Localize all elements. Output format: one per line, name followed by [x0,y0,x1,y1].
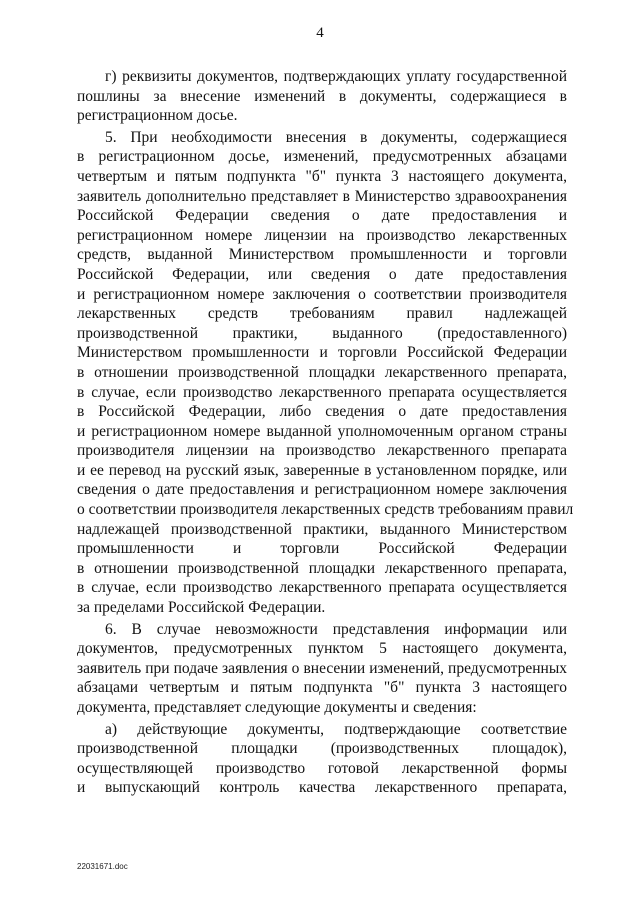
text-line: и регистрационном номере выданной уполномоченным органом страны [77,422,567,440]
text-line: регистрационном номере лицензии на производство лекарственных [77,226,567,244]
text-line: надлежащей производственной практики, выданного Министерством [77,520,567,538]
text-line: сведения о дате предоставления и регистрационном номере заключения [77,481,567,499]
text-line: пошлины за внесение изменений в документы, содержащиеся в [77,87,567,105]
text-line: четвертым и пятым подпункта "б" пункта 3 настоящего документа, [77,167,567,185]
text-line: 5. При необходимости внесения в документы, содержащиеся [105,128,567,146]
page-number: 4 [316,25,324,41]
text-line: производственной площадки (производственных площадок), [77,740,567,758]
text-line: осуществляющей производство готовой лекарственной формы [77,759,567,777]
text-line: а) действующие документы, подтверждающие соответствие [105,720,567,738]
text-line: регистрационном досье. [77,107,238,125]
text-line: Российской Федерации, или сведения о дате предоставления [77,265,567,283]
text-line: в Российской Федерации, либо сведения о дате предоставления [77,403,567,421]
paragraph [77,128,574,618]
text-line: и ее перевод на русский язык, заверенные в установленном порядке, или [77,461,567,479]
text-line: о соответствии производителя лекарственных средств требованиям правил [77,501,574,519]
text-line: документов, предусмотренных пунктом 5 настоящего документа, [77,640,567,658]
text-line: лекарственных средств требованиям правил надлежащей [77,305,567,323]
text-line: Российской Федерации сведения о дате предоставления и [77,207,567,225]
text-line: в регистрационном досье, изменений, предусмотренных абзацами [77,148,567,166]
text-line: производителя лицензии на производство лекарственного препарата [77,442,567,460]
paragraph [77,620,567,718]
text-line: и выпускающий контроль качества лекарственного препарата, [77,779,567,797]
text-line: средств, выданной Министерством промышленности и торговли [77,246,567,264]
text-line: документа, представляет следующие документы и сведения: [77,699,477,716]
document-body [77,67,574,800]
text-line: за пределами Российской Федерации. [77,599,326,617]
text-line: в случае, если производство лекарственного препарата осуществляется [77,383,567,401]
text-line: в отношении производственной площадки лекарственного препарата, [77,559,567,577]
text-line: в отношении производственной площадки лекарственного препарата, [77,363,567,381]
text-line: Министерством промышленности и торговли Российской Федерации [77,344,567,362]
paragraph [77,67,567,126]
document-filename-footer: 22031671.doc [77,862,128,871]
paragraph [77,720,567,798]
text-line: заявитель при подаче заявления о внесении изменений, предусмотренных [77,659,567,677]
text-line: г) реквизиты документов, подтверждающих уплату государственной [105,68,567,85]
text-line: промышленности и торговли Российской Федерации [77,540,567,558]
text-line: и регистрационном номере заключения о соответствии производителя [77,285,567,303]
text-line: абзацами четвертым и пятым подпункта "б" пункта 3 настоящего [77,679,567,697]
text-line: в случае, если производство лекарственного препарата осуществляется [77,579,567,597]
text-line: 6. В случае невозможности представления информации или [105,620,567,638]
text-line: производственной практики, выданного (предоставленного) [77,324,567,342]
text-line: заявитель дополнительно представляет в Министерство здравоохранения [77,187,567,205]
